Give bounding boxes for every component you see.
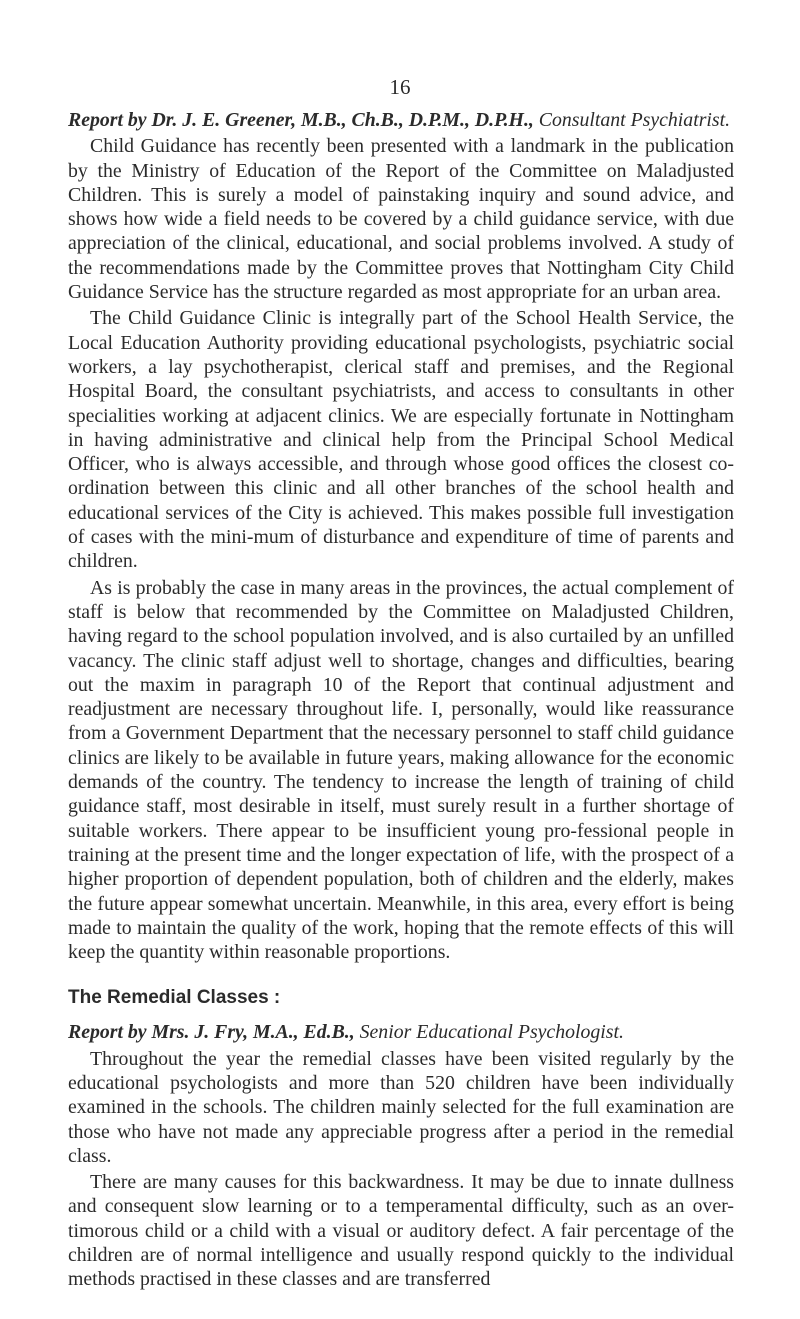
- byline-role: Consultant Psychiatrist.: [538, 109, 731, 131]
- paragraph: As is probably the case in many areas in the provinces, the actual complement of staff is below that recommended by the Committee on Maladjusted Children, having regard to the school population involved, and is also curtailed by an unfilled vacancy. The clinic staff adjust well to shortage, changes and difficulties, bearing out the maxim in paragraph 10 of the Report that continual adjustment and readjustment are necessary throughout life. I, personally, would like reassurance from a Government Department that the necessary personnel to staff child guidance clinics are likely to be available in future years, making allowance for the economic demands of the country. The tendency to increase the length of training of child guidance staff, most desirable in itself, must surely result in a further shortage of suitable workers. There appear to be insufficient young pro-fessional people in training at the present time and the longer expectation of life, with the prospect of a higher proportion of dependent population, both of children and the elderly, makes the future appear somewhat uncertain. Meanwhile, in this area, every effort is being made to maintain the quality of the work, hoping that the remote effects of this will keep the quantity within reasonable proportions.: [68, 576, 734, 964]
- report-byline-greener: [68, 108, 734, 132]
- paragraph: Throughout the year the remedial classes have been visited regularly by the educational psychologists and more than 520 children have been individually examined in the schools. The children mainly selected for the full examination are those who have not made any appreciable progress after a period in the remedial class.: [68, 1047, 734, 1167]
- page-body: [68, 108, 734, 1294]
- byline-author: Report by Dr. J. E. Greener, M.B., Ch.B., D.P.M., D.P.H.,: [68, 109, 534, 131]
- page-number: 16: [389, 75, 411, 99]
- report-byline-fry: [68, 1020, 734, 1044]
- paragraph: Child Guidance has recently been presented with a landmark in the publication by the Ministry of Education of the Report of the Committee on Maladjusted Children. This is surely a model of painstaking inquiry and sound advice, and shows how wide a field needs to be covered by a child guidance service, with due appreciation of the clinical, educational, and social problems involved. A study of the recommendations made by the Committee proves that Nottingham City Child Guidance Service has the structure regarded as most appropriate for an urban area.: [68, 135, 734, 304]
- byline-role: Senior Educational Psychologist.: [359, 1021, 624, 1044]
- byline-author: Report by Mrs. J. Fry, M.A., Ed.B.,: [68, 1021, 355, 1044]
- paragraph: There are many causes for this backwardness. It may be due to innate dullness and consequent slow learning or to a temperamental difficulty, such as an over-timorous child or a child with a visual or auditory defect. A fair percentage of the children are of normal intelligence and usually respond quickly to the individual methods practised in these classes and are transferred: [68, 1171, 734, 1291]
- paragraph: The Child Guidance Clinic is integrally part of the School Health Service, the Local Education Authority providing educational psychologists, psychiatric social workers, a lay psychotherapist, clerical staff and premises, and the Regional Hospital Board, the consultant psychiatrists, and access to consultants in other specialities working at adjacent clinics. We are especially fortunate in Nottingham in having administrative and clinical help from the Principal School Medical Officer, who is always accessible, and through whose good offices the closest co-ordination between this clinic and all other branches of the school health and educational services of the City is achieved. This makes possible full investigation of cases with the mini-mum of disturbance and expenditure of time of parents and children.: [68, 307, 734, 573]
- section-heading: The Remedial Classes :: [68, 987, 281, 1009]
